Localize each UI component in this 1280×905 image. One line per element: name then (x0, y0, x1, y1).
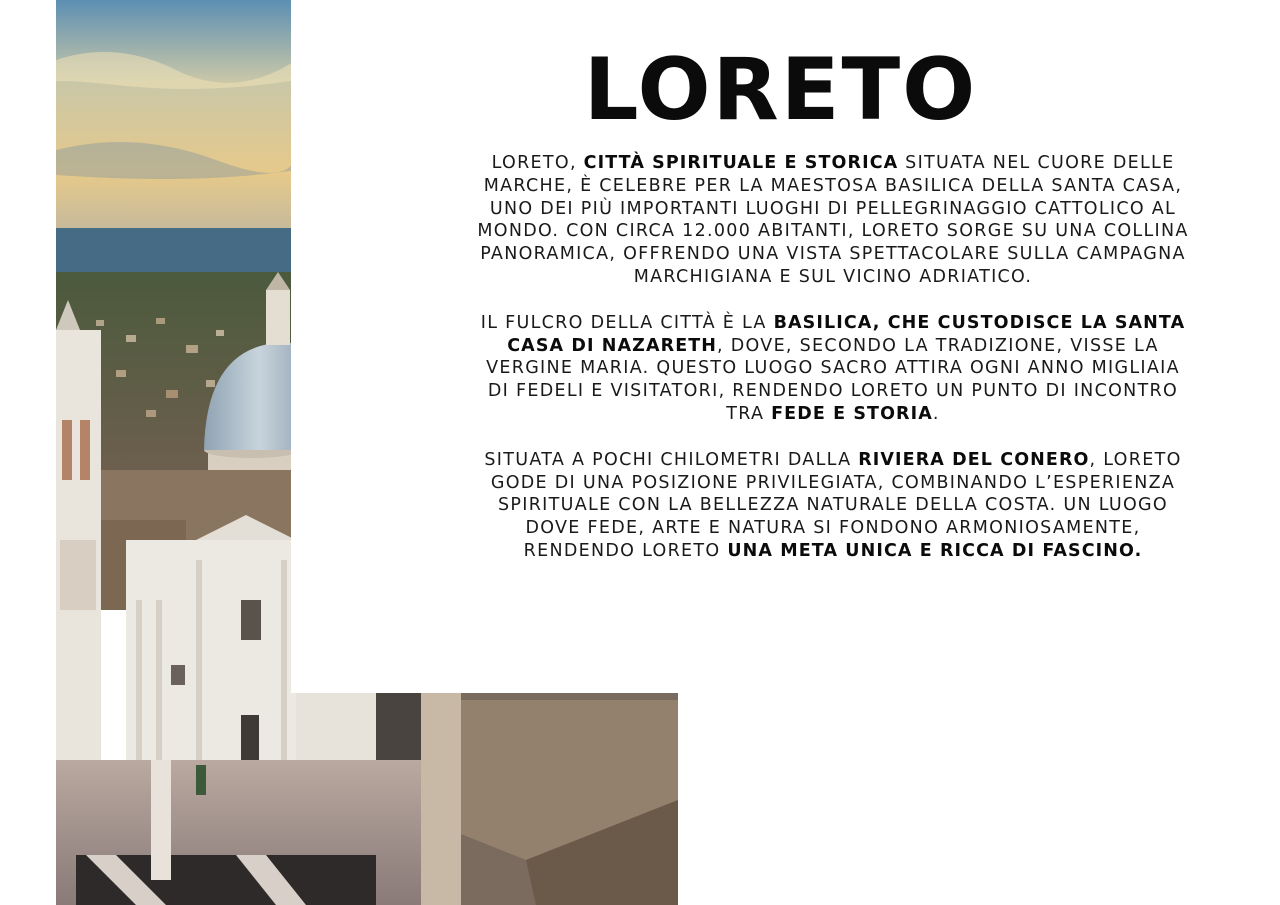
highlight-text: CITTÀ SPIRITUALE E STORICA (583, 153, 899, 173)
text-segment: , DOVE, SECONDO LA TRADIZIONE, VISSE LA VERGINE MARIA. QUESTO LUOGO SACRO ATTIRA OGNI ANNO MIGLIAIA DI FEDELI E VISITATORI, RENDENDO LORETO UN PUNTO DI INCONTRO TRA (486, 335, 1180, 424)
sea (56, 228, 296, 276)
paragraph-location (473, 449, 1193, 563)
text-panel (291, 0, 1280, 693)
paragraph-basilica (473, 312, 1193, 426)
page-title: LORETO (583, 40, 978, 140)
highlight-text: UNA META UNICA E RICCA DI FASCINO. (727, 540, 1143, 561)
article-body (473, 152, 1193, 586)
basilica-facade (126, 540, 296, 765)
text-segment: SITUATA A POCHI CHILOMETRI DALLA (484, 449, 859, 470)
text-segment: . (932, 403, 940, 424)
text-segment: LORETO, (491, 153, 584, 173)
text-segment: IL FULCRO DELLA CITTÀ È LA (480, 312, 774, 333)
sky (56, 0, 296, 232)
paragraph-intro (473, 152, 1193, 289)
highlight-text: BASILICA, CHE CUSTODISCE LA SANTA CASA DI NAZARETH (507, 312, 1186, 356)
text-segment: SITUATA NEL CUORE DELLE MARCHE, È CELEBRE PER LA MAESTOSA BASILICA DELLA SANTA CASA, UNO DEI PIÙ IMPORTANTI LUOGHI DI PELLEGRINAGGIO CATTOLICO AL MONDO. CON CIRCA 12.000 ABITANTI, LORETO SORGE SU UNA COLLINA PANORAMICA, OFFRENDO UNA VISTA SPETTACOLARE SULLA CAMPAGNA MARCHIGIANA E SUL VICINO ADRIATICO. (477, 153, 1189, 287)
highlight-text: RIVIERA DEL CONERO (858, 449, 1090, 470)
text-segment: , LORETO GODE DI UNA POSIZIONE PRIVILEGIATA, COMBINANDO L’ESPERIENZA SPIRITUALE CON LA BELLEZZA NATURALE DELLA COSTA. UN LUOGO DOVE FEDE, ARTE E NATURA SI FONDONO ARMONIOSAMENTE, RENDENDO LORETO (490, 449, 1182, 561)
highlight-text: FEDE E STORIA (771, 403, 933, 424)
